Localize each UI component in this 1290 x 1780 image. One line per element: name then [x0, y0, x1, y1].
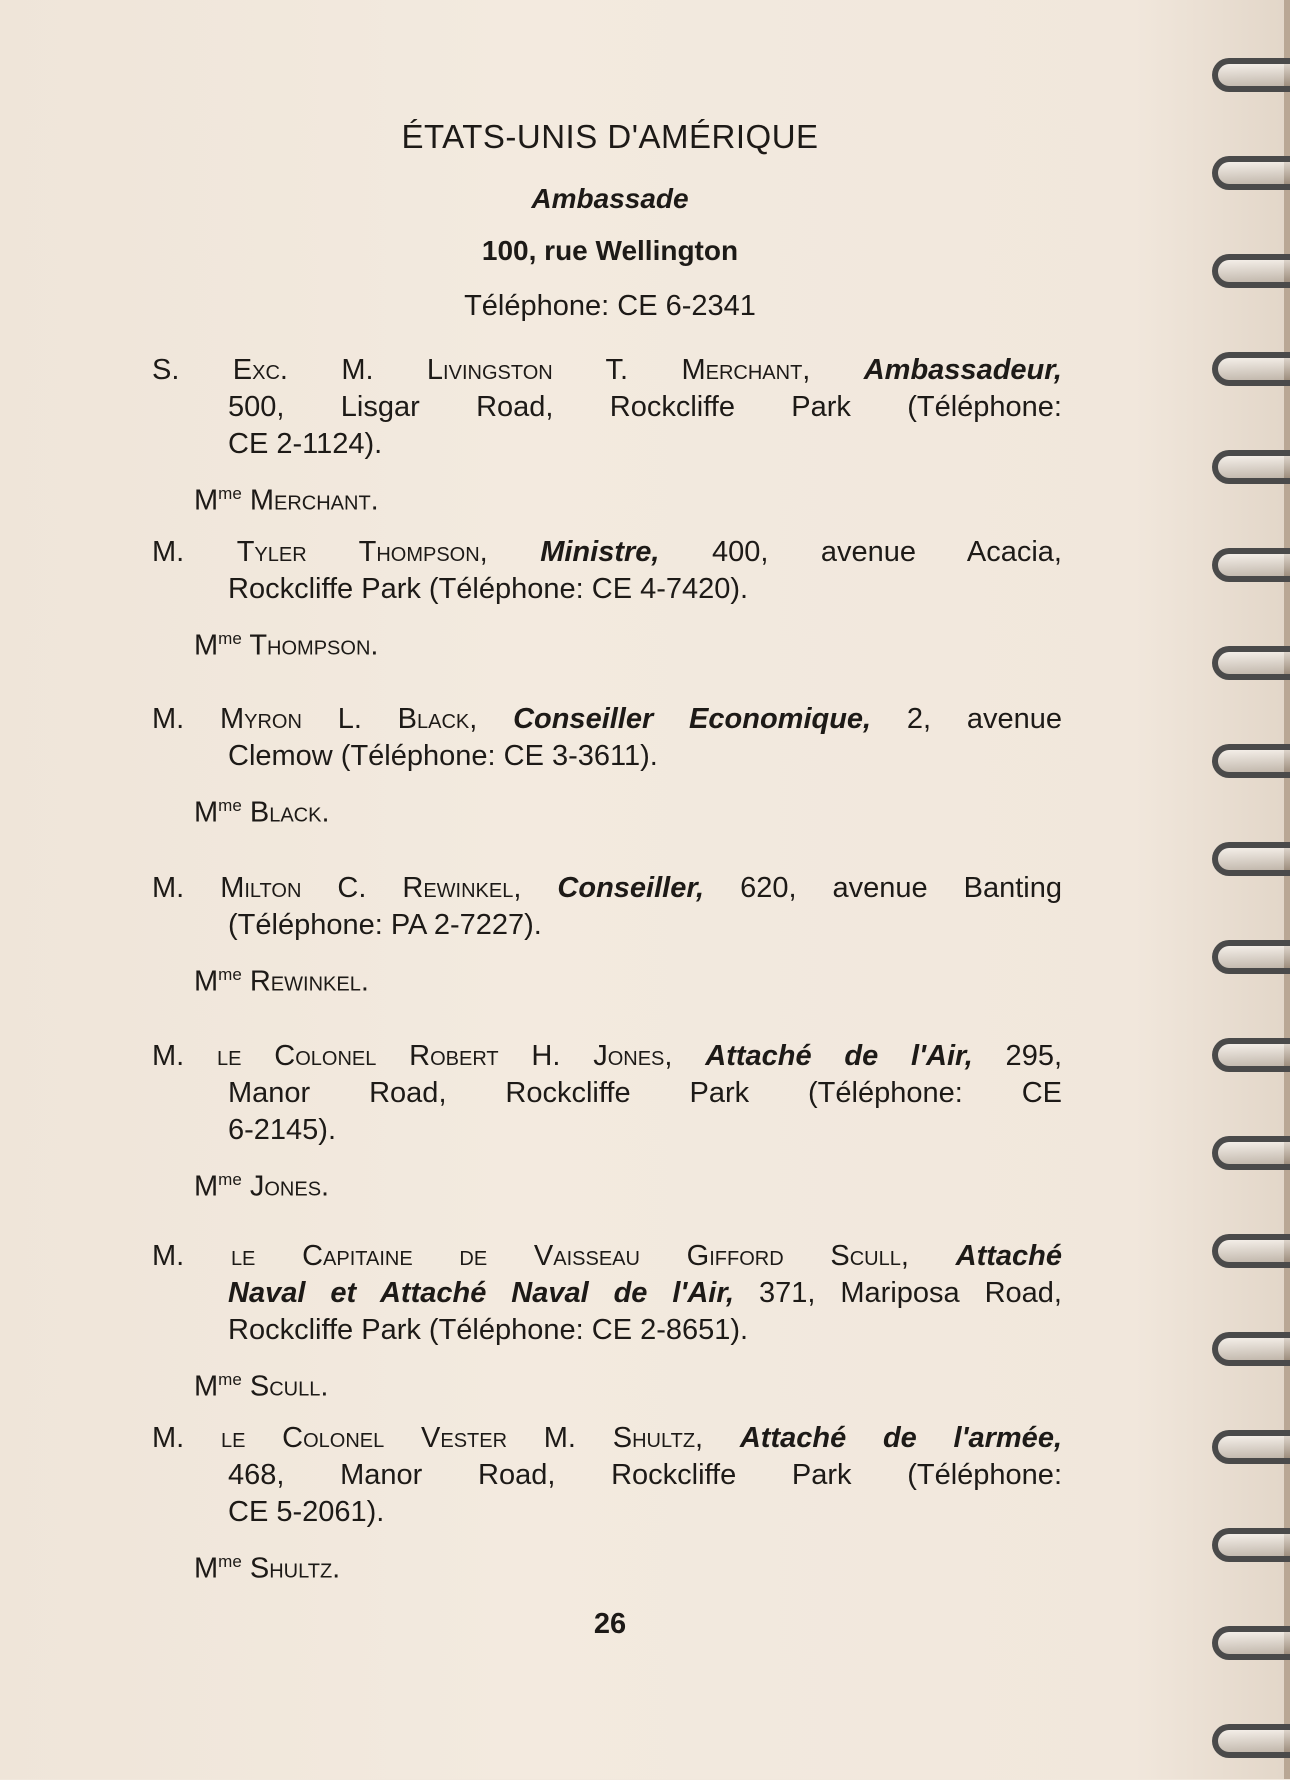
- spiral-coil: [1212, 1528, 1290, 1562]
- staff-name: Exc. M. Livingston T. Merchant,: [232, 354, 864, 386]
- entry-line: 6-2145).: [228, 1114, 337, 1146]
- embassy-subtitle: Ambassade: [531, 183, 689, 214]
- staff-entry: [152, 701, 1062, 832]
- entry-line: M. le Capitaine de Vaisseau Gifford Scull, Attaché: [152, 1240, 1062, 1272]
- staff-name: le Colonel Vester M. Shultz,: [220, 1422, 740, 1454]
- embassy-address: 100, rue Wellington: [481, 235, 739, 266]
- staff-name: Milton C. Rewinkel,: [220, 872, 558, 904]
- spiral-coil: [1212, 58, 1290, 92]
- staff-entry: [152, 1038, 1062, 1206]
- spiral-coil: [1212, 1136, 1290, 1170]
- embassy-phone: Téléphone: CE 6-2341: [464, 290, 756, 322]
- spiral-binding: [1210, 40, 1290, 1780]
- staff-title: Attaché: [955, 1240, 1062, 1272]
- entry-line: Naval et Attaché Naval de l'Air, 371, Mariposa Road,: [228, 1277, 1062, 1309]
- entry-line: M. Milton C. Rewinkel, Conseiller, 620, avenue Banting: [152, 872, 1062, 904]
- spiral-coil: [1212, 1332, 1290, 1366]
- spouse-line: $M^{me}$ Scull.: [194, 1370, 329, 1403]
- spiral-coil: [1212, 940, 1290, 974]
- staff-title: Conseiller Economique,: [513, 703, 872, 735]
- spiral-coil: [1212, 1038, 1290, 1072]
- entry-line: Rockcliffe Park (Téléphone: CE 2-8651).: [228, 1314, 749, 1346]
- staff-title: Ambassadeur,: [863, 354, 1062, 386]
- staff-entry: [152, 1420, 1062, 1588]
- country-heading: ÉTATS-UNIS D'AMÉRIQUE: [401, 118, 819, 155]
- entry-line: M. le Colonel Vester M. Shultz, Attaché de l'armée,: [152, 1422, 1062, 1454]
- entry-line: M. Myron L. Black, Conseiller Economique, 2, avenue: [152, 703, 1062, 735]
- staff-title: Conseiller,: [557, 872, 705, 904]
- entry-line: CE 2-1124).: [228, 428, 383, 460]
- staff-name: Myron L. Black,: [219, 703, 514, 735]
- staff-entry: [152, 534, 1062, 665]
- spiral-coil: [1212, 450, 1290, 484]
- entry-line: (Téléphone: PA 2-7227).: [228, 909, 542, 941]
- entry-line: 500, Lisgar Road, Rockcliffe Park (Téléphone:: [228, 391, 1062, 423]
- entry-line: Rockcliffe Park (Téléphone: CE 4-7420).: [228, 573, 749, 605]
- staff-title: Attaché de l'Air,: [705, 1040, 973, 1072]
- entry-line: CE 5-2061).: [228, 1496, 385, 1528]
- entry-line: Manor Road, Rockcliffe Park (Téléphone: CE: [228, 1077, 1062, 1109]
- staff-title: Ministre,: [540, 536, 660, 568]
- entry-line: M. le Colonel Robert H. Jones, Attaché de l'Air, 295,: [152, 1040, 1063, 1072]
- spiral-coil: [1212, 1724, 1290, 1758]
- staff-name: Tyler Thompson,: [236, 536, 541, 568]
- entry-line: M. Tyler Thompson, Ministre, 400, avenue Acacia,: [152, 536, 1062, 568]
- spiral-coil: [1212, 156, 1290, 190]
- page-number: 26: [593, 1608, 627, 1640]
- spiral-coil: [1212, 842, 1290, 876]
- spiral-coil: [1212, 548, 1290, 582]
- spiral-coil: [1212, 646, 1290, 680]
- spouse-line: $M^{me}$ Thompson.: [194, 629, 379, 662]
- spouse-line: $M^{me}$ Black.: [194, 796, 330, 829]
- entry-line: Clemow (Téléphone: CE 3-3611).: [228, 740, 658, 772]
- spouse-line: $M^{me}$ Shultz.: [194, 1552, 341, 1585]
- spouse-line: $M^{me}$ Merchant.: [194, 484, 379, 517]
- spiral-coil: [1212, 1626, 1290, 1660]
- staff-entry: [152, 352, 1062, 520]
- spouse-line: $M^{me}$ Rewinkel.: [194, 965, 369, 998]
- spiral-coil: [1212, 1234, 1290, 1268]
- spiral-coil: [1212, 744, 1290, 778]
- spiral-coil: [1212, 1430, 1290, 1464]
- staff-title: Naval et Attaché Naval de l'Air,: [228, 1277, 735, 1309]
- spiral-coil: [1212, 254, 1290, 288]
- spiral-coil: [1212, 352, 1290, 386]
- staff-name: le Capitaine de Vaisseau Gifford Scull,: [230, 1240, 956, 1272]
- staff-entry: [152, 870, 1062, 1001]
- staff-entry: [152, 1238, 1062, 1406]
- spouse-line: $M^{me}$ Jones.: [194, 1170, 330, 1203]
- staff-name: le Colonel Robert H. Jones,: [217, 1040, 706, 1072]
- entry-line: 468, Manor Road, Rockcliffe Park (Téléphone:: [228, 1459, 1062, 1491]
- staff-title: Attaché de l'armée,: [739, 1422, 1062, 1454]
- entry-line: S. Exc. M. Livingston T. Merchant, Ambassadeur,: [152, 354, 1062, 386]
